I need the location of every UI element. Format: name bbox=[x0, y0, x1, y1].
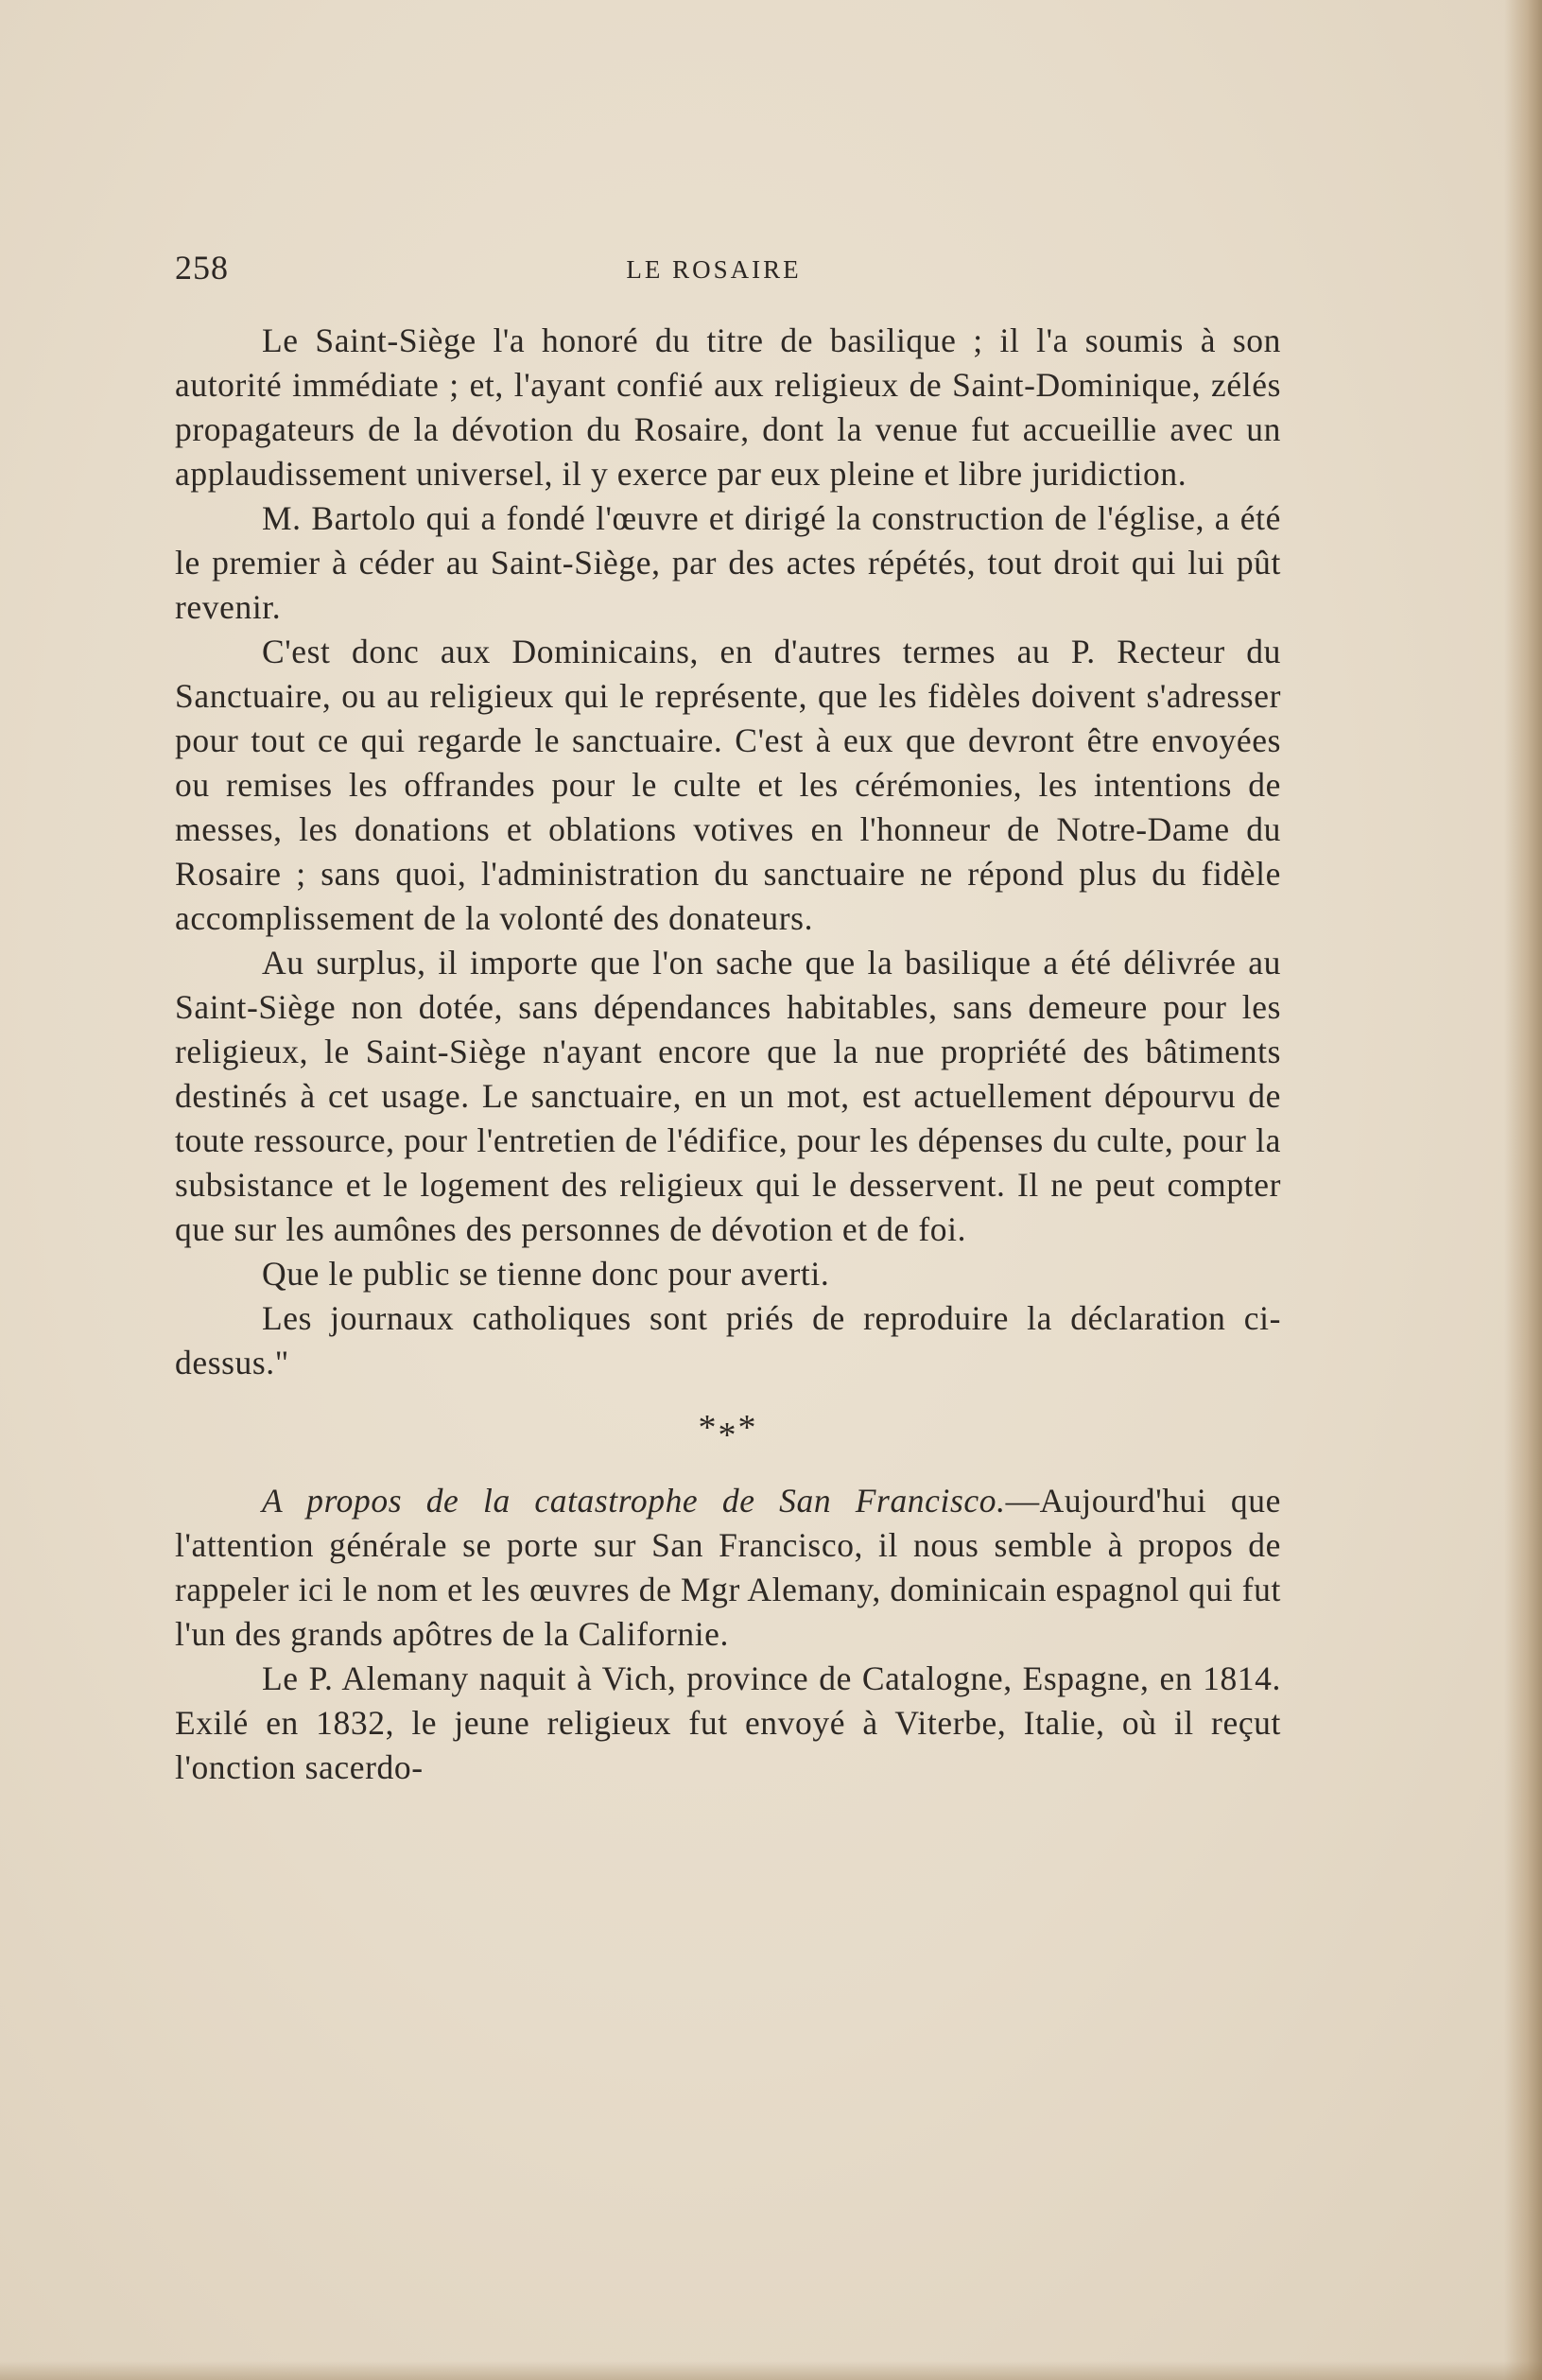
paragraph-alemany: Le P. Alemany naquit à Vich, province de Catalogne, Espagne, en 1814. Exilé en 1832, le jeune religieux fut envoyé à Viterbe, Italie, où il reçut l'onction sacerdo- bbox=[175, 1659, 1281, 1786]
paragraph-surplus: Au surplus, il importe que l'on sache que la basilique a été délivrée au Saint-Siège non dotée, sans dépendances habitables, sans demeure pour les religieux, le Saint-Siège n'ayant encore que la nue propriété des bâtiments destinés à cet usage. Le sanctuaire, en un mot, est actuellement dépourvu de toute ressource, pour l'entretien de l'édifice, pour les dépenses du culte, pour la subsistance et le logement des religieux qui le desservent. Il ne peut compter que sur les aumônes des personnes de dévotion et de foi. bbox=[175, 944, 1281, 1248]
asterism-middle: * bbox=[718, 1416, 738, 1455]
page-bottom-edge bbox=[0, 2361, 1542, 2380]
page-edge-shadow bbox=[1504, 0, 1542, 2380]
section-lead-text: —Aujourd'hui que l'attention générale se porte sur San Francisco, il nous semble à propos de rappeler ici le nom et les œuvres de Mgr Alemany, dominicain espagnol qui fut l'un des grands apôtres de la Californie. bbox=[175, 1482, 1281, 1653]
paragraph-journaux: Les journaux catholiques sont priés de reproduire la déclaration ci-dessus." bbox=[175, 1299, 1281, 1381]
paragraph-averti: Que le public se tienne donc pour averti. bbox=[262, 1255, 830, 1293]
paragraph-basilique: Le Saint-Siège l'a honoré du titre de basilique ; il l'a soumis à son autorité immédiate ; et, l'ayant confié aux religieux de Saint-Dominique, zélés propagateurs de la dévotion du Rosaire, dont la venue fut accueillie avec un applaudissement universel, il y exerce par eux pleine et libre juridiction. bbox=[175, 321, 1281, 493]
running-head: LE ROSAIRE bbox=[626, 255, 802, 284]
paragraph-dominicains: C'est donc aux Dominicains, en d'autres termes au P. Recteur du Sanctuaire, ou au religieux qui le représente, que les fidèles doivent s'adresser pour tout ce qui regarde le sanctuaire. C'est à eux que devront être envoyées ou remises les offrandes pour le culte et les cérémonies, les intentions de messes, les donations et oblations votives en l'honneur de Notre-Dame du Rosaire ; sans quoi, l'administration du sanctuaire ne répond plus du fidèle accomplissement de la volonté des donateurs. bbox=[175, 633, 1281, 937]
paragraph-bartolo: M. Bartolo qui a fondé l'œuvre et dirigé la construction de l'église, a été le premier à céder au Saint-Siège, par des actes répétés, tout droit qui lui pût revenir. bbox=[175, 499, 1281, 626]
page-number: 258 bbox=[175, 249, 229, 287]
page-header bbox=[175, 248, 1281, 293]
asterism-left: * bbox=[698, 1408, 719, 1448]
section-divider-asterism bbox=[175, 1406, 1281, 1455]
section-title-italic: A propos de la catastrophe de San Francisco. bbox=[262, 1482, 1006, 1520]
asterism-right: * bbox=[737, 1408, 758, 1448]
paragraph-san-francisco bbox=[175, 1479, 1281, 1657]
body-text bbox=[175, 319, 1281, 1790]
